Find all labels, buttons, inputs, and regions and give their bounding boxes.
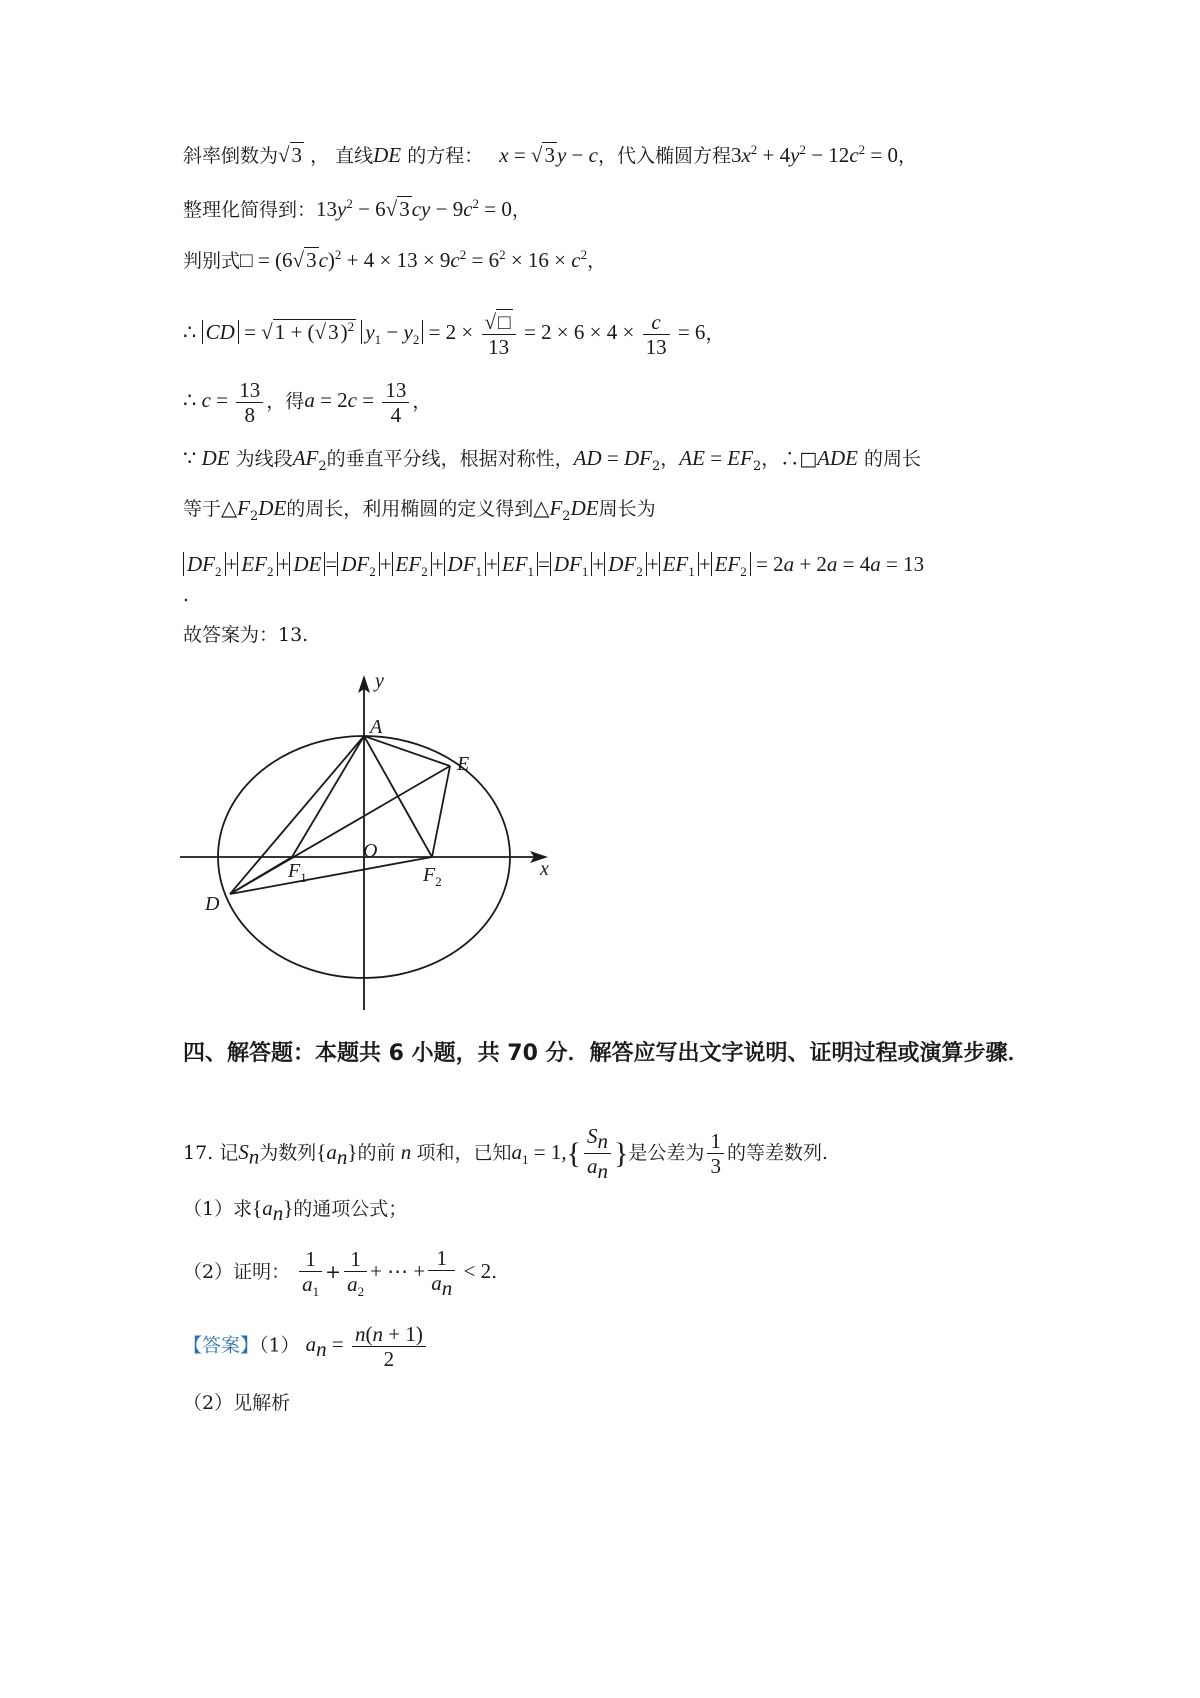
text: 的垂直平分线，根据对称性， [326, 448, 574, 470]
text: （1）求 [183, 1198, 253, 1220]
solution-line-4: ∴ CD = $√1 + (√3)^2$ $y_1 - y_2 = 2$ × $\frac{√□}{13}$ = 2 × 6 × 4 × $\frac{c}{13}$ = 6， [183, 310, 725, 360]
solution-line-6: ∵ DE 为线段$AF_2$的垂直平分线，根据对称性，AD = $DF_2$，AE = $EF_2$，∴□ADE 的周长 [183, 446, 922, 474]
question-17: 17. 记$S_n$为数列$\{a_n\}$的前 n 项和，已知$a_1 = 1$,{ $\frac{S_n}{a_n}$ }是公差为 $\frac{1}{3}$ 的等差数列. [183, 1124, 828, 1184]
text: ， [412, 390, 432, 413]
label-x: x [540, 858, 549, 880]
solution-line-5: ∴ c = $\frac{13}{8}$ ，得a = 2c = $\frac{13}{4}$ ， [183, 378, 432, 428]
solution-line-7: 等于$\triangle F_2DE$的周长，利用椭圆的定义得到$\triangle F_2DE$周长为 [183, 496, 656, 524]
text: 判别式 [183, 250, 241, 272]
solution-line-2: 整理化简得到：$13y^2 - 6√3cy - 9c^2 = 0$， [183, 196, 531, 221]
text: 整理化简得到： [183, 199, 317, 221]
text: 是公差为 [628, 1141, 705, 1164]
text: ，代入椭圆方程 [597, 145, 731, 167]
text: . [491, 1261, 498, 1284]
solution-line-3: 判别式□ = $(6√3c)^2 + 4 \times 13 \times 9c^2 = 6^2 \times 16 \times c^2$， [183, 247, 607, 272]
question-17-part-1: （1）求$\{a_n\}$的通项公式； [183, 1196, 408, 1226]
question-17-part-2: （2）证明： $\frac{1}{a_1}$ + $\frac{1}{a_2}$ + ⋯ + $\frac{1}{a_n}$ < 2. [183, 1246, 498, 1301]
text: 的周长，利用椭圆的定义得到 [286, 498, 534, 520]
text: ， [511, 199, 531, 221]
ellipse-figure [178, 668, 598, 1028]
text: （1） [259, 1334, 300, 1357]
answer-line-1: 【答案】（1） $a_n$ = $\frac{n(n + 1)}{2}$ [183, 1322, 429, 1371]
text: 的通项公式； [293, 1198, 408, 1220]
label-O: O [363, 840, 378, 862]
text: 的前 [357, 1141, 396, 1164]
question-number: 17. [183, 1141, 214, 1164]
text: 的周长 [864, 448, 922, 470]
section-heading: 四、解答题：本题共 6 小题，共 70 分．解答应写出文字说明、证明过程或演算步骤． [183, 1041, 1030, 1066]
segment-AF1 [292, 736, 364, 857]
text: 等于 [183, 498, 222, 520]
text: 为线段 [235, 448, 293, 470]
label-D: D [205, 893, 220, 915]
answer-tag: 【答案】 [183, 1334, 260, 1357]
text: ， [587, 250, 607, 272]
text: 的等差数列. [726, 1141, 828, 1164]
solution-line-1: 斜率倒数为√3 ， 直线DE 的方程： x = √3y − c，代入椭圆方程$3x^2 + 4y^2 - 12c^2 = 0$， [183, 142, 917, 167]
text: 记 [219, 1141, 239, 1164]
text: 斜率倒数为 [183, 145, 279, 167]
text: ， 直线 [310, 145, 374, 167]
text: 的方程： [407, 145, 484, 167]
answer-line-2: （2）见解析 [183, 1392, 291, 1414]
text: 项和，已知 [416, 1141, 512, 1164]
solution-conclusion: 故答案为：13. [183, 624, 309, 646]
text: ，得 [266, 390, 305, 413]
solution-line-9: . [183, 584, 190, 606]
text: ， [897, 145, 917, 167]
text: 周长为 [598, 498, 656, 520]
text: （2）证明： [183, 1261, 291, 1284]
segment-EF2 [432, 766, 450, 857]
label-E: E [457, 753, 470, 775]
text: 为数列 [259, 1141, 317, 1164]
label-F2: $F_2$ [423, 864, 442, 889]
label-F1: $F_1$ [288, 860, 307, 885]
label-y: y [375, 670, 384, 692]
label-A: A [370, 716, 383, 738]
solution-line-8: $DF_2 + EF_2$ + DE = $DF_2 + EF_2 + DF_1 + EF_1 = DF_1 + DF_2 + EF_1 + EF_2 = 2a + 2a = 4a = 13$ [183, 552, 924, 580]
